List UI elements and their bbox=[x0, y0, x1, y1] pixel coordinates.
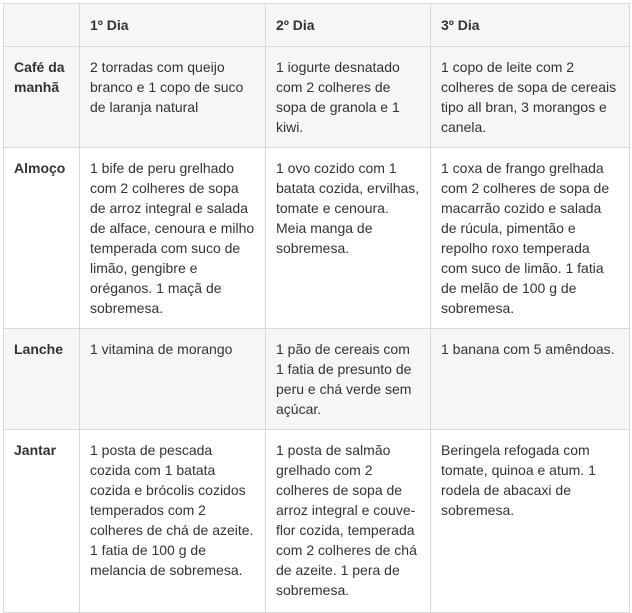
table-row-snack bbox=[4, 329, 630, 430]
table-row-breakfast bbox=[4, 47, 630, 148]
table-cell: 1 posta de salmão grelhado com 2 colheres de sopa de arroz integral e couve-flor cozida, temperada com 2 colheres de chá de azeite. 1 pera de sobremesa. bbox=[266, 430, 431, 613]
table-cell: 1 bife de peru grelhado com 2 colheres de sopa de arroz integral e salada de alface, cenoura e milho temperada com suco de limão, gengibre e oréganos. 1 maçã de sobremesa. bbox=[80, 148, 266, 329]
table-cell: 1 pão de cereais com 1 fatia de presunto de peru e chá verde sem açúcar. bbox=[266, 329, 431, 430]
meal-plan-table bbox=[3, 3, 630, 613]
table-header-row bbox=[4, 4, 630, 47]
table-row-dinner bbox=[4, 430, 630, 613]
table-cell: 2 torradas com queijo branco e 1 copo de suco de laranja natural bbox=[80, 47, 266, 148]
meal-label-lunch: Almoço bbox=[4, 148, 80, 329]
meal-label-breakfast: Café da manhã bbox=[4, 47, 80, 148]
table-cell: 1 coxa de frango grelhada com 2 colheres de sopa de macarrão cozido e salada de rúcula, pimentão e repolho roxo temperada com suco de limão. 1 fatia de melão de 100 g de sobremesa. bbox=[431, 148, 630, 329]
header-day-3: 3º Dia bbox=[431, 4, 630, 47]
table-cell: 1 vitamina de morango bbox=[80, 329, 266, 430]
table-cell: Beringela refogada com tomate, quinoa e atum. 1 rodela de abacaxi de sobremesa. bbox=[431, 430, 630, 613]
meal-label-snack: Lanche bbox=[4, 329, 80, 430]
table-cell: 1 posta de pescada cozida com 1 batata cozida e brócolis cozidos temperados com 2 colheres de chá de azeite. 1 fatia de 100 g de melancia de sobremesa. bbox=[80, 430, 266, 613]
header-day-2: 2º Dia bbox=[266, 4, 431, 47]
meal-label-dinner: Jantar bbox=[4, 430, 80, 613]
table-cell: 1 banana com 5 amêndoas. bbox=[431, 329, 630, 430]
header-day-1: 1º Dia bbox=[80, 4, 266, 47]
table-cell: 1 copo de leite com 2 colheres de sopa de cereais tipo all bran, 3 morangos e canela. bbox=[431, 47, 630, 148]
table-cell: 1 iogurte desnatado com 2 colheres de sopa de granola e 1 kiwi. bbox=[266, 47, 431, 148]
table-cell: 1 ovo cozido com 1 batata cozida, ervilhas, tomate e cenoura. Meia manga de sobremesa. bbox=[266, 148, 431, 329]
table-row-lunch bbox=[4, 148, 630, 329]
corner-header-cell bbox=[4, 4, 80, 47]
